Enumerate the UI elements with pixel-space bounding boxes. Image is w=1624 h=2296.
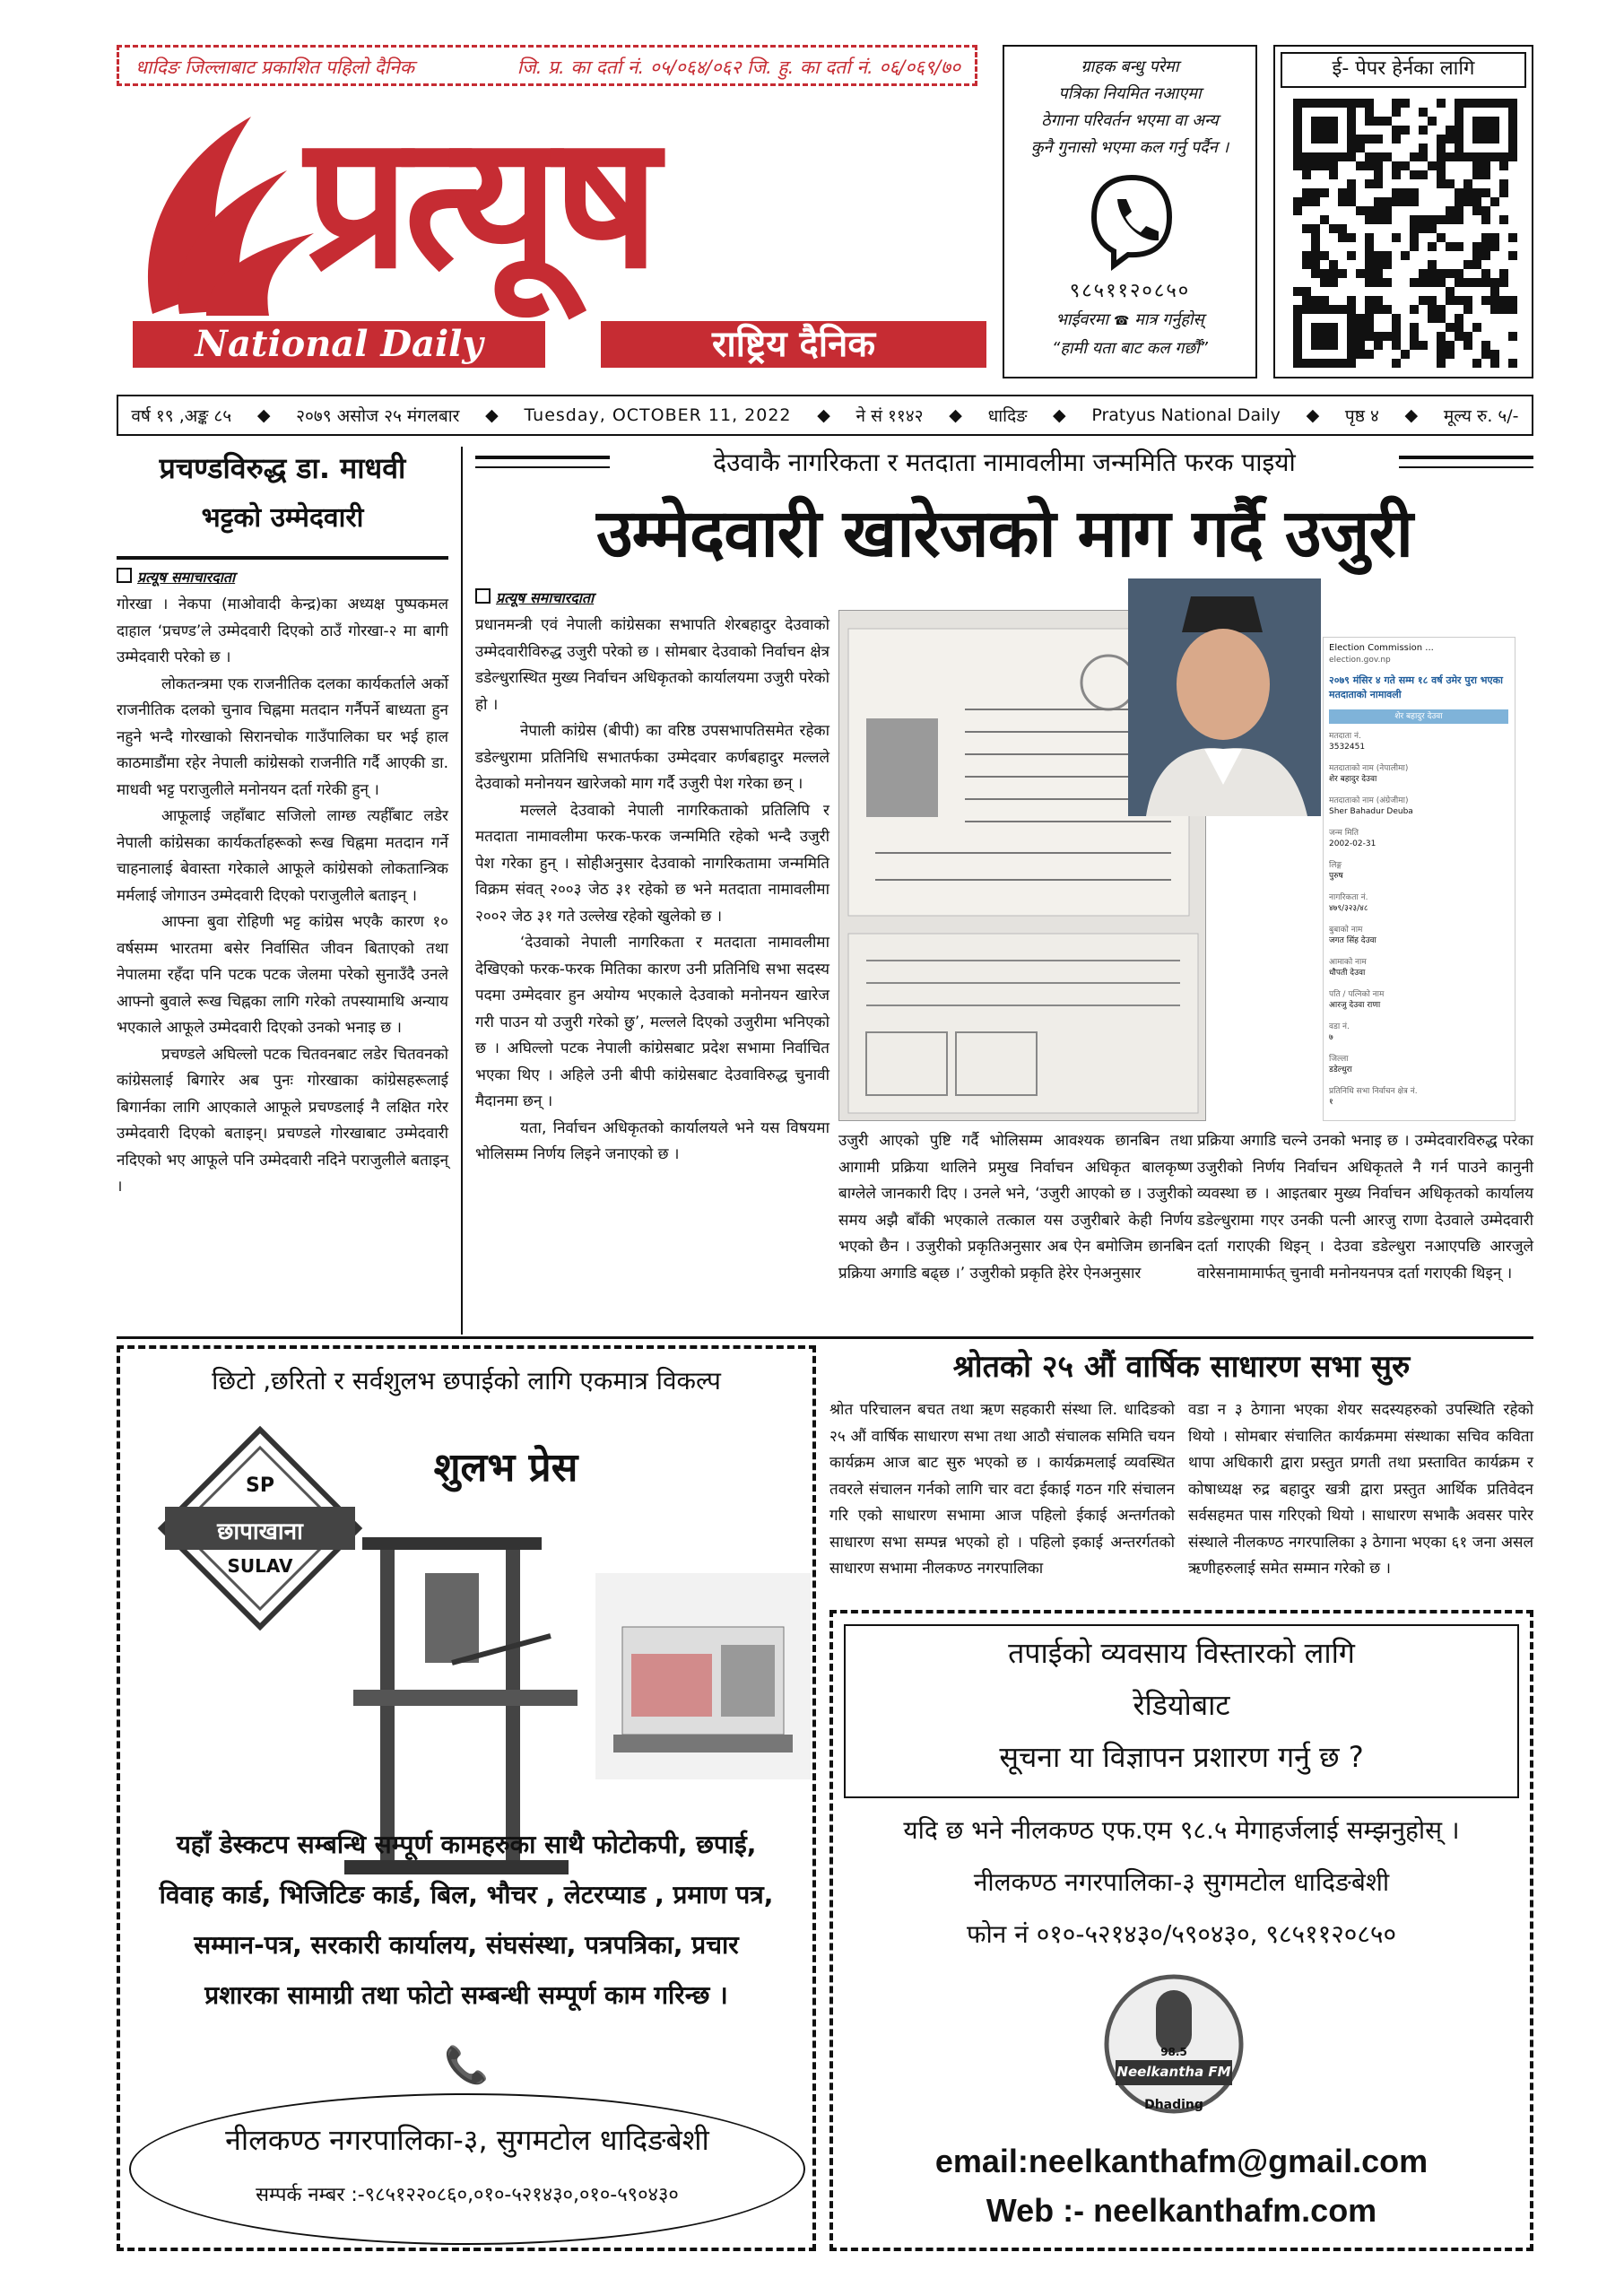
logo-initials: SP <box>246 1474 274 1497</box>
logo-english: National Daily <box>133 321 545 368</box>
paragraph: मल्लले देउवाको नेपाली नागरिकताको प्रतिलिपि र मतदाता नामावलीमा फरक-फरक जन्ममिति रहेको भन्दै उजुरी पेश गरेका हुन् । सोहीअनुसार देउवाको नागरिकतामा जन्ममिति विक्रम संवत् २००३ जेठ ३१ रहेको छ भने मतदाता नामावलीमा २००२ जेठ ३१ गते उल्लेख रहेको खुलेको छ । <box>475 801 829 926</box>
price: मूल्य रु. ५/- <box>1443 406 1519 426</box>
main-headline: उम्मेदवारी खारेजको माग गर्दै उजुरी <box>596 495 1412 572</box>
fm-website[interactable]: Web :- neelkanthafm.com <box>986 2192 1377 2229</box>
coop-headline: श्रोतको २५ औं वार्षिक साधारण सभा सुरु <box>952 1349 1411 1385</box>
field-label: नागरिकता नं. <box>1329 893 1368 902</box>
voter-field <box>1329 796 1512 828</box>
nepal-sambat: ने सं ११४२ <box>855 406 924 426</box>
field-value: पुरुष <box>1329 872 1343 881</box>
field-value: 3532451 <box>1329 743 1366 752</box>
fm-ad-line3: सूचना या विज्ञापन प्रशारण गर्नु छ ? <box>999 1740 1364 1774</box>
left-story-body <box>117 592 448 1201</box>
coop-col1: श्रोत परिचालन बचत तथा ऋण सहकारी संस्था लि. धादिङको २५ औं वार्षिक साधारण सभा तथा आठौ संचालक समिति चयन कार्यक्रम आज बाट सुरु भएको छ । कार्यक्रमलाई व्यवस्थित तवरले संचालन गर्नको लागि चार वटा ईकाई गठन गरि संचालन गरि एको साधारण सभामा आज पहिलो ईकाई अन्तर्गतको साधारण सभा सम्पन्न भएको हो । पहिलो इकाई अन्तरर्गतको साधारण सभामा नीलकण्ठ नगरपालिका <box>829 1401 1175 1578</box>
paragraph: आफूलाई जहाँबाट सजिलो लाग्छ त्यहीँबाट लडेर नेपाली कांग्रेसका कार्यकर्ताहरूको रूख चिह्नमा मतदान गर्ने चाहनालाई बेवास्ता गरेकाले आफूले कांग्रेसको लोकतान्त्रिक मर्मलाई जोगाउन उम्मेदवारी दिएको पराजुलीले बताइन् । <box>117 807 448 905</box>
voter-field <box>1329 1086 1512 1118</box>
field-value: ७ <box>1329 1033 1333 1042</box>
field-value: Sher Bahadur Deuba <box>1329 807 1413 816</box>
notice-line: ठेगाना परिवर्तन भएमा वा अन्य <box>1041 111 1219 130</box>
kicker-rule <box>1399 456 1533 459</box>
fm-logo-freq: 98.5 <box>1160 2046 1187 2058</box>
field-value: 2002-02-31 <box>1329 839 1376 848</box>
paragraph: ‘देउवाको नेपाली नागरिकता र मतदाता नामावलीमा देखिएको फरक-फरक मितिका कारण उनी प्रतिनिधि सभा सदस्य पदमा उम्मेदवार हुन अयोग्य भएकाले देउवाको मनोनयन खारेज गरी पाउन यो उजुरी गरेको छु’, मल्लले दिएको उजुरीमा भनिएको छ । अघिल्लो पटक नेपाली कांग्रेसबाट प्रदेश सभामा निर्वाचित भएका थिए । अहिले उनी बीपी कांग्रेसबाट देउवाविरुद्ध चुनावी मैदानमा छन् । <box>475 934 829 1110</box>
bullet-icon: ◆ <box>1306 405 1320 425</box>
main-story-col2: उजुरी आएको पुष्टि गर्दै भोलिसम्म आवश्यक छानबिन तथा आगामी प्रक्रिया थालिने प्रमुख निर्वाचन अधिकृत बालकृष्ण बाग्लेले जानकारी दिए । उनले भने, ‘उजुरी आएको छ । उजुरीको समय अझै बाँकी भएकाले तत्काल यस उजुरीबारे केही निर्णय भएको छैन । उजुरीको प्रकृतिअनुसार अब ऐन बमोजिम छानबिन प्रक्रिया अगाडि बढ्छ ।’ उजुरीको प्रकृति हेरेर ऐनअनुसार <box>838 1132 1193 1283</box>
viber-mini-icon: ☎ <box>1113 314 1130 328</box>
kicker-rule <box>475 466 610 468</box>
notice-line: कुनै गुनासो भएमा कल गर्नु पर्दैन । <box>1030 138 1229 157</box>
notice-line: पत्रिका नियमित नआएमा <box>1058 84 1202 103</box>
services-line: सम्मान-पत्र, सरकारी कार्यालय, संघसंस्था, पत्रपत्रिका, प्रचार <box>194 1930 739 1960</box>
paragraph: नेपाली कांग्रेस (बीपी) का वरिष्ठ उपसभापतिसमेत रहेका डडेल्धुरामा प्रतिनिधि सभातर्फका उम्मेदवार कर्णबहादुर मल्लले देउवाको मनोनयन खारेजको माग गर्दै उजुरी पेश गरेका छन् । <box>475 722 829 793</box>
viber-label-tail: मात्र गर्नुहोस् <box>1134 310 1204 329</box>
quill-icon <box>117 108 332 323</box>
fm-ad-line4: यदि छ भने नीलकण्ठ एफ.एम ९८.५ मेगाहर्जलाई सम्झनुहोस् । <box>903 1815 1460 1845</box>
fm-logo-place: Dhading <box>1144 2098 1203 2112</box>
date-nepali: २०७९ असोज २५ मंगलबार <box>296 406 460 426</box>
tagline-left: धादिङ जिल्लाबाट प्रकाशित पहिलो दैनिक <box>135 57 414 78</box>
voter-field <box>1329 892 1512 925</box>
left-headline-1: प्रचण्डविरुद्ध डा. माधवी <box>159 451 406 485</box>
services-line: प्रशारका सामाग्री तथा फोटो सम्बन्धी सम्पूर्ण काम गरिन्छ । <box>204 1980 728 2010</box>
voter-site-url: election.gov.np <box>1329 656 1391 665</box>
viber-number: ९८५११२०८५० <box>1069 280 1191 302</box>
date-english: Tuesday, OCTOBER 11, 2022 <box>524 405 792 425</box>
viber-phone-icon <box>1087 172 1177 271</box>
bullet-icon: ◆ <box>817 405 830 425</box>
paragraph: आफ्ना बुवा रोहिणी भट्ट कांग्रेस भएकै कारण १० वर्षसम्म भारतमा बसेर निर्वासित जीवन बिताएको तथा नेपालमा रहँदा पनि पटक पटक जेलमा परेको सुनाउँदै उनले आफ्नो बुवाले रूख चिह्नका लागि गरेको तपस्यामाथि अन्याय भएकाले आफूले उम्मेदवारी दिएको उनको भनाइ छ । <box>117 913 448 1037</box>
voter-field <box>1329 731 1512 763</box>
fm-ad-line6: फोन नं ०१०-५२१४३०/५९०४३०, ९८५११२०८५० <box>966 1919 1397 1949</box>
fm-logo <box>1098 1972 1250 2125</box>
print-ad-contact: सम्पर्क नम्बर :-९८५१२२०८६०,०१०-५२१४३०,०१०-५९०४३० <box>256 2184 679 2206</box>
main-story-col1 <box>475 587 829 1169</box>
column-rule <box>461 447 463 1335</box>
sulav-press-ad <box>117 1345 816 2251</box>
byline-box-icon <box>475 588 491 604</box>
kicker-rule <box>1399 466 1533 468</box>
services-line: यहाँ डेस्कटप सम्बन्धि सम्पूर्ण कामहरुका साथै फोटोकपी, छपाई, <box>176 1830 757 1859</box>
paragraph: प्रधानमन्त्री एवं नेपाली कांग्रेसका सभापति शेरबहादुर देउवाको उम्मेदवारीविरुद्ध उजुरी परेको छ । सोमबार देउवाको निर्वाचन क्षेत्र डडेल्धुरास्थित मुख्य निर्वाचन अधिकृतको कार्यालयमा उजुरी परेको हो । <box>475 616 829 714</box>
bullet-icon: ◆ <box>949 405 962 425</box>
divider <box>117 556 448 560</box>
field-label: प्रतिनिधि सभा निर्वाचन क्षेत्र नं. <box>1329 1087 1418 1096</box>
place: धादिङ <box>987 406 1028 426</box>
field-value: शेर बहादुर देउवा <box>1329 775 1377 784</box>
registration-numbers: जि. प्र. का दर्ता नं. ०५/०६४/०६२ जि. हु. का दर्ता नं. ०६/०६९/७० <box>517 57 960 78</box>
field-value: धौपती देउवा <box>1329 969 1366 978</box>
field-value: ४७९/३२३/४८ <box>1329 904 1368 913</box>
voter-field <box>1329 1022 1512 1054</box>
field-value: जगत सिंह देउवा <box>1329 936 1376 945</box>
epaper-box <box>1273 45 1533 378</box>
field-label: मतदाताको नाम (नेपालीमा) <box>1329 764 1409 773</box>
logo-text: छापाखाना <box>217 1518 303 1545</box>
section-rule <box>117 1336 1533 1339</box>
paragraph: यता, निर्वाचन अधिकृतको कार्यालयले भने यस विषयमा भोलिसम्म निर्णय लिइने जनाएको छ । <box>475 1118 829 1163</box>
bullet-icon: ◆ <box>256 405 271 425</box>
paragraph: प्रचण्डले अघिल्लो पटक चितवनबाट लडेर चितवनको कांग्रेसलाई बिगारेर अब पुनः गोरखाका कांग्रेसहरूलाई बिगार्नका लागि आएकाले आफूले प्रचण्डलाई नै लक्षित गरेर उम्मेदवारी दिएको बताइन्। प्रचण्डले गोरखाबाट उम्मेदवारी नदिएको भए आफूले पनि उम्मेदवारी नदिने पराजुलीले बताइन् । <box>117 1045 448 1196</box>
coop-story <box>829 1345 1533 1583</box>
neelkantha-fm-ad <box>829 1610 1533 2251</box>
field-label: लिङ्ग <box>1329 861 1342 870</box>
voter-field <box>1329 957 1512 989</box>
offset-printer-icon <box>595 1573 811 1779</box>
voter-list-screenshot <box>1323 637 1515 1121</box>
field-label: आमाको नाम <box>1329 958 1367 967</box>
newspaper-logo <box>117 90 995 377</box>
field-value: १ <box>1329 1098 1333 1107</box>
field-label: बुबाको नाम <box>1329 926 1363 935</box>
portrait-sketch <box>1128 578 1321 816</box>
byline-box-icon <box>117 568 132 583</box>
issue-info-bar <box>117 395 1533 436</box>
fm-ad-line2: रेडियोबाट <box>1133 1688 1230 1722</box>
fm-ad-inner-box <box>844 1624 1519 1798</box>
services-list <box>120 1820 812 2021</box>
field-label: मतदाता नं. <box>1329 732 1361 741</box>
notice-line: ग्राहक बन्धु परेमा <box>1081 57 1179 76</box>
viber-quote: “हामी यता बाट कल गर्छौं” <box>1052 339 1208 358</box>
phone-icon: 📞 <box>444 2045 489 2086</box>
field-label: जिल्ला <box>1329 1055 1349 1064</box>
services-line: विवाह कार्ड, भिजिटिङ कार्ड, बिल, भौचर , लेटरप्याड , प्रमाण पत्र, <box>159 1880 774 1909</box>
qr-code-icon[interactable] <box>1293 99 1517 368</box>
field-label: वडा नं. <box>1329 1022 1350 1031</box>
viber-label: भाईवरमा <box>1055 310 1109 329</box>
volume-issue: वर्ष १९ ,अङ्क ८५ <box>131 406 232 426</box>
voter-fields <box>1329 731 1512 1118</box>
field-label: जन्म मिति <box>1329 829 1359 838</box>
subscriber-notice <box>1003 45 1257 378</box>
field-label: पति / पत्निको नाम <box>1329 990 1385 999</box>
voter-field <box>1329 828 1512 860</box>
logo-title: प्रत्यूष <box>305 94 655 309</box>
logo-en: SULAV <box>227 1555 293 1577</box>
voter-field <box>1329 925 1512 957</box>
reporter: प्रत्यूष समाचारदाता <box>496 589 595 606</box>
print-ad-title: शुलभ प्रेस <box>433 1445 578 1491</box>
bullet-icon: ◆ <box>485 405 499 425</box>
byline <box>475 587 829 613</box>
fm-logo-name: Neelkantha FM <box>1116 2064 1231 2080</box>
paragraph: लोकतन्त्रमा एक राजनीतिक दलका कार्यकर्ताले अर्को राजनीतिक दलको चुनाव चिह्नमा मतदान गर्नैपर्ने बाध्यता हुन नहुने भन्दै गोरखाको सिरानचोक गाउँपालिका घर भई हाल काठमाडौंमा रहेर नेपाली कांग्रेसको राजनीति गर्दै आएकी डा. माधवी भट्ट पराजुलीले मनोनयन दर्ता गरेकी हुन् । <box>117 674 448 799</box>
left-headline-2: भट्टको उम्मेदवारी <box>201 502 364 534</box>
kicker: देउवाकै नागरिकता र मतदाता नामावलीमा जन्ममिति फरक पाइयो <box>713 448 1296 477</box>
kicker-row <box>475 447 1533 483</box>
voter-name-banner: शेर बहादुर देउवा <box>1329 709 1508 724</box>
paper-name: Pratyus National Daily <box>1091 405 1281 425</box>
field-label: मतदाताको नाम (अंग्रेजीमा) <box>1329 796 1409 805</box>
epaper-label: ई- पेपर हेर्नका लागि <box>1281 52 1526 88</box>
bullet-icon: ◆ <box>1053 405 1066 425</box>
fm-ad-line1: तपाईको व्यवसाय विस्तारको लागि <box>1008 1636 1355 1670</box>
contact-ellipse <box>129 2093 805 2245</box>
viber-line <box>1004 309 1255 330</box>
print-ad-address: नीलकण्ठ नगरपालिका-३, सुगमटोल धादिङबेशी <box>225 2123 709 2157</box>
deuba-portrait-photo <box>1128 578 1321 816</box>
voter-field <box>1329 989 1512 1022</box>
main-story-body <box>475 613 829 1169</box>
main-story-col3: प्रक्रिया अगाडि चल्ने उनको भनाइ छ । उम्मेदवारविरुद्ध परेका उजुरीको निर्णय निर्वाचन अधिकृतले नै गर्न पाउने कानुनी व्यवस्था छ । आइतबार मुख्य निर्वाचन अधिकृतको कार्यालय डडेल्धुरामा गएर उनकी पत्नी आरजु राणा देउवाले उम्मेदवारी दर्ता गराएकी थिइन् । देउवा डडेल्धुरा नआएपछि आरजुले वारेसनामामार्फत् चुनावी मनोनयनपत्र दर्ता गराएकी थिइन् । <box>1197 1132 1533 1283</box>
voter-field <box>1329 1054 1512 1086</box>
print-ad-tagline: छिटो ,छरितो र सर्वशुलभ छपाईको लागि एकमात्र विकल्प <box>212 1366 721 1396</box>
paragraph: गोरखा । नेकपा (माओवादी केन्द्र)का अध्यक्ष पुष्पकमल दाहाल ‘प्रचण्ड’ले उम्मेदवारी दिएको ठाउँ गोरखा-२ मा बागी उम्मेदवारी परेको छ । <box>117 596 448 666</box>
fm-ad-line5: नीलकण्ठ नगरपालिका-३ सुगमटोल धादिङबेशी <box>973 1867 1390 1897</box>
field-value: डडेल्धुरा <box>1329 1065 1352 1074</box>
page-count: पृष्ठ ४ <box>1344 406 1379 426</box>
kicker-rule <box>475 456 610 459</box>
voter-field <box>1329 860 1512 892</box>
voter-site: Election Commission ... <box>1329 643 1434 653</box>
byline <box>117 567 448 592</box>
logo-subtitle: राष्ट्रिय दैनिक <box>601 321 986 368</box>
fm-email[interactable]: email:neelkanthafm@gmail.com <box>934 2143 1429 2179</box>
voter-list-title: २०७९ मंसिर ४ गते सम्म १८ वर्ष उमेर पुरा भएका मतदाताको नामावली <box>1329 674 1503 700</box>
field-value: आरजु देउवा राणा <box>1329 1001 1381 1010</box>
masthead-tagline-box <box>117 45 977 86</box>
coop-col2: वडा न ३ ठेगाना भएका शेयर सदस्यहरुको उपस्थिति रहेको थियो । सोमबार संचालित कार्यक्रममा संस्थाका सचिव कविता थापा अधिकारी द्वारा प्रस्तुत प्रगती तथा प्रस्तावित कार्यक्रम र कोषाध्यक्ष रुद्र बहादुर खत्री द्वारा प्रस्तुत आर्थिक प्रतिवेदन सर्वसहमत पास गरिएको थियो । साधारण सभाकै अवसर पारेर संस्थाले नीलकण्ठ नगरपालिका ३ ठेगाना भएका ६१ जना असल ऋणीहरुलाई समेत सम्मान गरेको छ । <box>1188 1401 1533 1578</box>
bullet-icon: ◆ <box>1404 405 1419 425</box>
voter-field <box>1329 763 1512 796</box>
reporter: प्रत्यूष समाचारदाता <box>137 569 236 586</box>
left-story <box>117 447 448 1201</box>
